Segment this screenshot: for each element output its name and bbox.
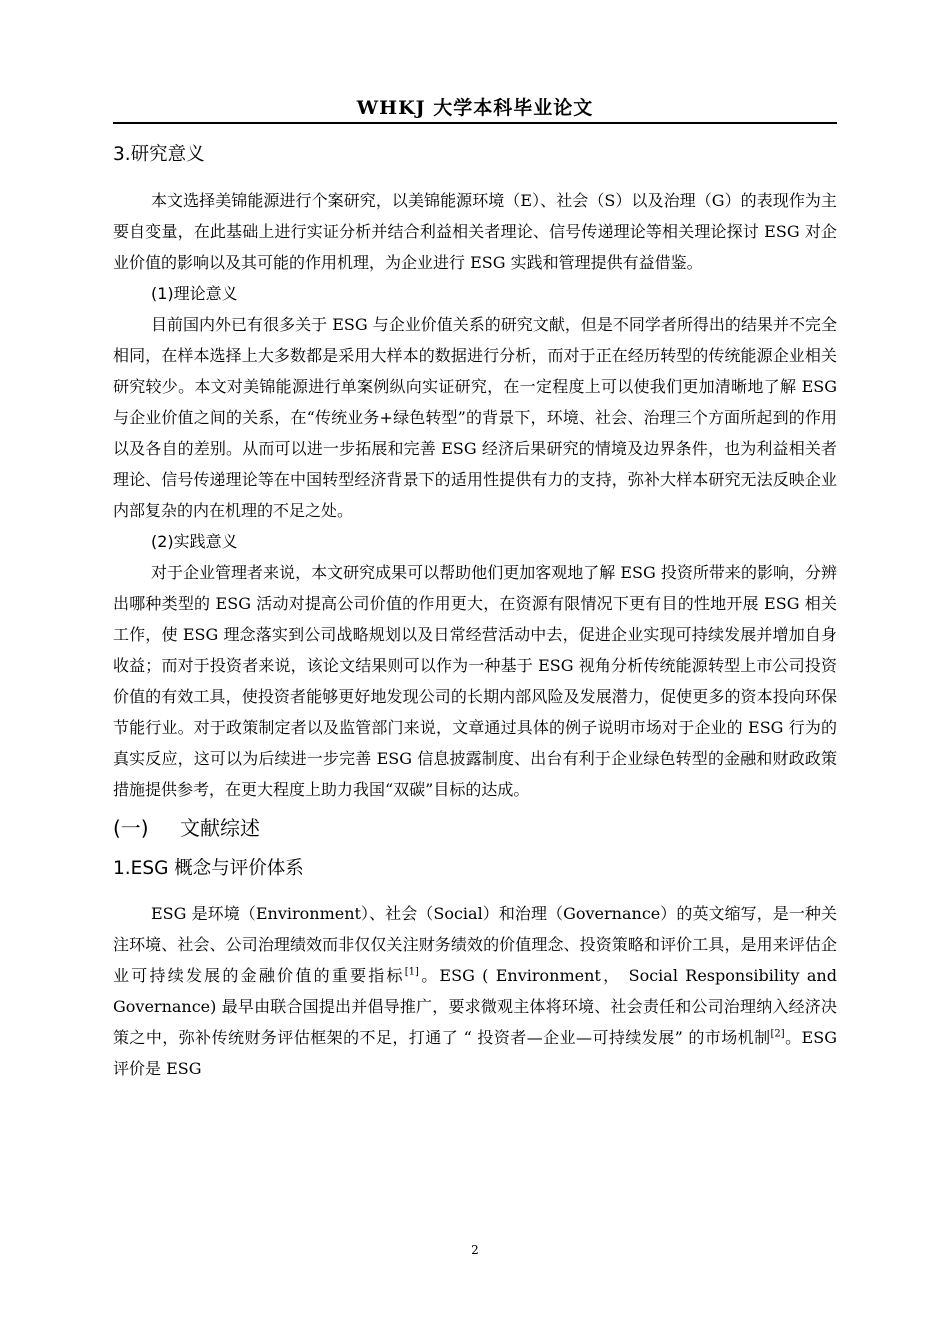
citation-2: [2] bbox=[770, 1028, 785, 1040]
header-divider bbox=[113, 122, 837, 124]
citation-1: [1] bbox=[404, 966, 419, 978]
subheading-theoretical: (1)理论意义 bbox=[151, 284, 238, 303]
paragraph-practical: 对于企业管理者来说，本文研究成果可以帮助他们更加客观地了解 ESG 投资所带来的影响，分辨出哪种类型的 ESG 活动对提高公司价值的作用更大，在资源有限情况下更有目的性地开展 ESG 相关工作，使 ESG 理念落实到公司战略规划以及日常经营活动中去，促进企业实现可持续发展并增加自身收益；而对于投资者来说，该论文结果则可以作为一种基于 ESG 视角分析传统能源转型上市公司投资价值的有效工具，使投资者能够更好地发现公司的长期内部风险及发展潜力，促使更多的资本投向环保节能行业。对于政策制定者以及监管部门来说，文章通过具体的例子说明市场对于企业的 ESG 行为的真实反应，这可以为后续进一步完善 ESG 信息披露制度、出台有利于企业绿色转型的金融和财政政策措施提供参考，在更大程度上助力我国“双碳”目标的达成。 bbox=[113, 563, 837, 799]
page-number: 2 bbox=[471, 1243, 479, 1257]
esg-text-part-c: 。ESG 评价是 ESG bbox=[113, 1028, 837, 1078]
running-header: WHKJ 大学本科毕业论文 bbox=[356, 97, 594, 119]
section-title: 文献综述 bbox=[180, 816, 260, 840]
section-heading-significance: 3.研究意义 bbox=[113, 144, 205, 165]
paragraph-esg-concept bbox=[113, 898, 837, 1084]
page-content bbox=[113, 140, 837, 1084]
section-heading-esg-concept: 1.ESG 概念与评价体系 bbox=[113, 858, 304, 879]
section-heading-literature-review bbox=[113, 811, 837, 845]
paragraph-theoretical: 目前国内外已有很多关于 ESG 与企业价值关系的研究文献，但是不同学者所得出的结果并不完全相同，在样本选择上大多数都是采用大样本的数据进行分析，而对于正在经历转型的传统能源企业相关研究较少。本文对美锦能源进行单案例纵向实证研究，在一定程度上可以使我们更加清晰地了解 ESG 与企业价值之间的关系，在“传统业务+绿色转型”的背景下，环境、社会、治理三个方面所起到的作用以及各自的差别。从而可以进一步拓展和完善 ESG 经济后果研究的情境及边界条件，也为利益相关者理论、信号传递理论等在中国转型经济背景下的适用性提供有力的支持，弥补大样本研究无法反映企业内部复杂的内在机理的不足之处。 bbox=[113, 315, 837, 520]
esg-text-part-a: ESG 是环境（Environment）、社会（Social）和治理（Governance）的英文缩写，是一种关注环境、社会、公司治理绩效而非仅仅关注财务绩效的价值理念、投资策略和评价工具，是用来评估企业可持续发展的金融价值的重要指标 bbox=[113, 904, 837, 985]
subheading-practical: (2)实践意义 bbox=[151, 532, 238, 551]
paragraph-significance-intro: 本文选择美锦能源进行个案研究，以美锦能源环境（E）、社会（S）以及治理（G）的表现作为主要自变量，在此基础上进行实证分析并结合利益相关者理论、信号传递理论等相关理论探讨 ESG 对企业价值的影响以及其可能的作用机理，为企业进行 ESG 实践和管理提供有益借鉴。 bbox=[113, 191, 837, 272]
section-number: (一) bbox=[113, 816, 149, 840]
esg-text-part-b: 。ESG ( Environment， Social Responsibility and Governance) 最早由联合国提出并倡导推广，要求微观主体将环境、社会责任和公司治理纳入经济决策之中，弥补传统财务评估框架的不足，打通了 “ 投资者—企业—可持续发展” 的市场机制 bbox=[113, 966, 837, 1047]
